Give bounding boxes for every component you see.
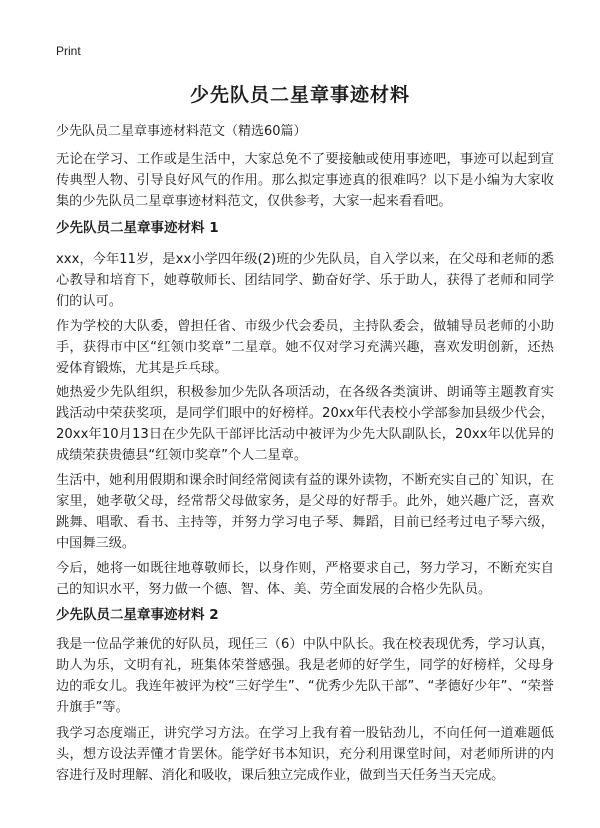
intro-paragraph: 无论在学习、工作或是生活中，大家总免不了要接触或使用事迹吧，事迹可以起到宣传典型人物、引导良好风气的作用。那么拟定事迹真的很难吗？以下是小编为大家收集的少先队员二星章事迹材料范文，仅供参考，大家一起来看看吧。 — [56, 152, 554, 209]
section-1-paragraph-1: xxx，今年11岁，是xx小学四年级(2)班的少先队员，自入学以来，在父母和老师的悉心教导和培育下，她尊敬师长、团结同学、勤奋好学、乐于助人，获得了老师和同学们的认可。 — [56, 252, 554, 309]
section-2-paragraph-1: 我是一位品学兼优的好队员，现任三（6）中队中队长。我在校表现优秀，学习认真，助人为乐，文明有礼，班集体荣誉感强。我是老师的好学生，同学的好榜样，父母身边的乖女儿。我连年被评为校“三好学生”、“优秀少先队干部”、“孝德好少年”、“荣誉升旗手”等。 — [56, 637, 554, 715]
section-1-paragraph-2: 作为学校的大队委，曾担任省、市级少代会委员，主持队委会，做辅导员老师的小助手，获得市中区“红领巾奖章”二星章。她不仅对学习充满兴趣，喜欢发明创新，还热爱体育锻炼，尤其是乒乓球。 — [56, 319, 554, 376]
section-1-paragraph-4: 生活中，她利用假期和课余时间经常阅读有益的课外读物，不断充实自己的`知识，在家里，她孝敬父母，经常帮父母做家务，是父母的好帮手。此外，她兴趣广泛，喜欢跳舞、唱歌、看书、主持等，并努力学习电子琴、舞蹈，目前已经考过电子琴六级，中国舞三级。 — [56, 473, 554, 551]
print-link[interactable]: Print — [56, 44, 81, 58]
section-2-paragraph-2: 我学习态度端正，讲究学习方法。在学习上我有着一股钻劲儿，不向任何一道难题低头，想方设法弄懂才肯罢休。能学好书本知识，充分利用课堂时间，对老师所讲的内容进行及时理解、消化和吸收，课后独立完成作业，做到当天任务当天完成。 — [56, 726, 554, 783]
section-1-paragraph-3: 她热爱少先队组织，积极参加少先队各项活动，在各级各类演讲、朗诵等主题教育实践活动中荣获奖项，是同学们眼中的好榜样。20xx年代表校小学部参加县级少代会，20xx年10月13日在少先队干部评比活动中被评为少先大队副队长，20xx年以优异的成绩荣获贵德县“红领巾奖章”个人二星章。 — [56, 385, 554, 463]
document-title: 少先队员二星章事迹材料 — [189, 84, 410, 106]
document-subtitle: 少先队员二星章事迹材料范文（精选60篇） — [56, 124, 307, 139]
section-1-heading: 少先队员二星章事迹材料 1 — [56, 220, 219, 236]
section-2-heading: 少先队员二星章事迹材料 2 — [56, 607, 219, 623]
section-1-paragraph-5: 今后，她将一如既往地尊敬师长，以身作则，严格要求自己，努力学习，不断充实自己的知识水平，努力做一个德、智、体、美、劳全面发展的合格少先队员。 — [56, 561, 554, 597]
